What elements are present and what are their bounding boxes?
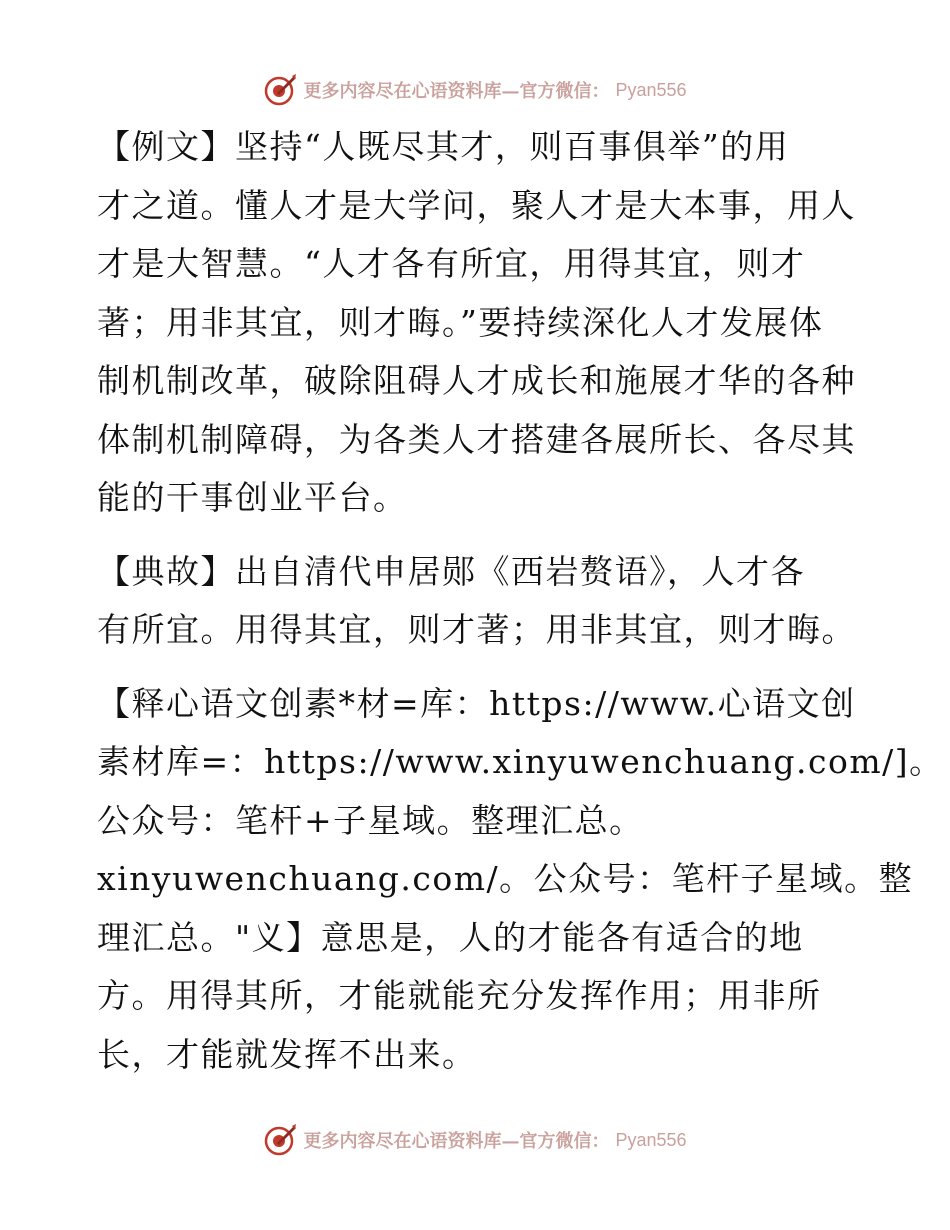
quill-seal-icon: [263, 73, 297, 107]
text-line: 才是大智慧。“人才各有所宜，用得其宜，则才: [97, 244, 806, 283]
footer-wechat-id: Pyan556: [615, 1129, 687, 1150]
text-line: 长，才能就发挥不出来。: [97, 1034, 477, 1074]
header-banner: [0, 70, 950, 110]
text-line: 公众号：笔杆+子星域。整理汇总。: [97, 800, 644, 840]
example-paragraph: [97, 118, 857, 528]
header-brand-text: 更多内容尽在心语资料库—官方微信：: [303, 81, 610, 102]
text-line: 有所宜。用得其宜，则才著；用非其宜，则才晦。: [97, 610, 856, 649]
text-line: 方。用得其所，才能就能充分发挥作用；用非所: [97, 976, 822, 1015]
text-line: 理汇总。"义】意思是，人的才能各有适合的地: [97, 917, 804, 957]
footer-brand-text: 更多内容尽在心语资料库—官方微信：: [303, 1131, 610, 1152]
text-line: 体制机制障碍，为各类人才搭建各展所长、各尽其: [97, 419, 856, 459]
text-line: 能的干事创业平台。: [97, 478, 408, 517]
header-wechat-id: Pyan556: [615, 79, 687, 100]
text-line: 著；用非其宜，则才晦。”要持续深化人才发展体: [97, 302, 824, 342]
text-line: 制机制改革，破除阻碍人才成长和施展才华的各种: [97, 361, 856, 400]
explanation-paragraph: [97, 675, 944, 1085]
text-line: 才之道。懂人才是大学问，聚人才是大本事，用人: [97, 185, 856, 225]
footer-banner: [0, 1120, 950, 1160]
text-line: 【例文】坚持“人既尽其才，则百事俱举”的用: [97, 127, 790, 166]
text-line: 【典故】出自清代申居郧《西岩赘语》，人才各: [97, 551, 805, 591]
text-line: xinyuwenchuang.com/。公众号：笔杆子星域。整: [97, 859, 914, 898]
allusion-paragraph: [97, 543, 857, 660]
text-line: 素材库=：https://www.xinyuwenchuang.com/]。: [97, 742, 944, 781]
document-body: [97, 118, 944, 1084]
quill-seal-icon: [263, 1123, 297, 1157]
text-line: 【释心语文创素*材=库：https://www.心语文创: [97, 683, 856, 723]
